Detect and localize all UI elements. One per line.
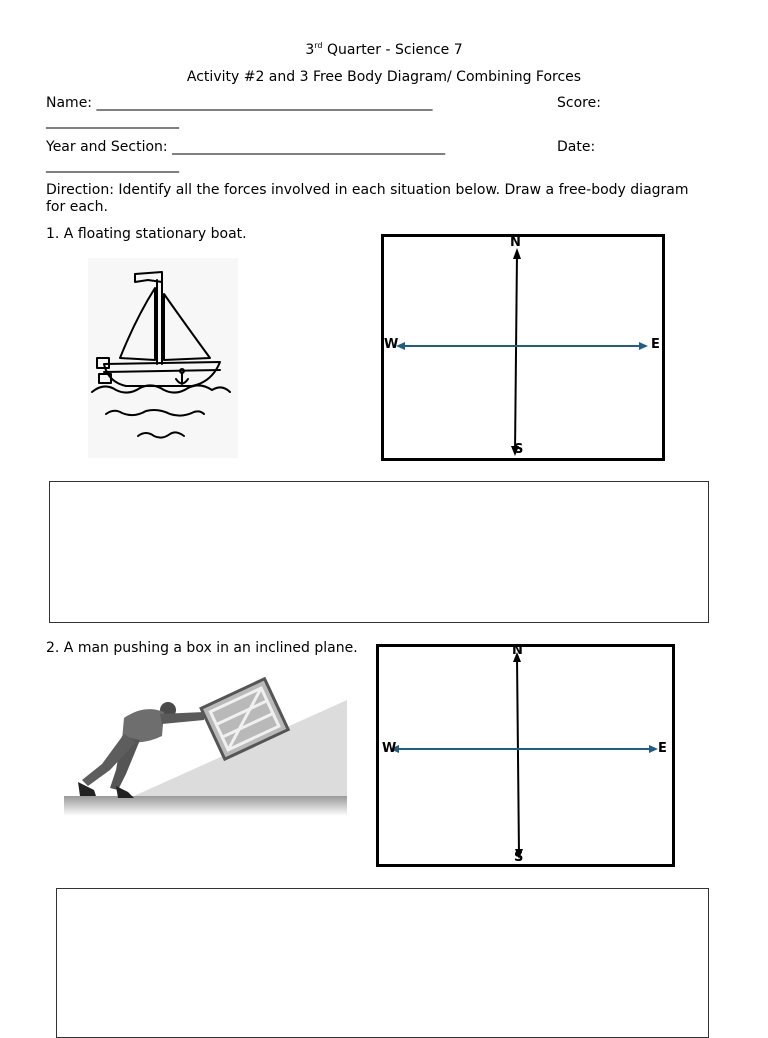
date-label: Date: [557,139,596,155]
score-blank: ___________________ [46,113,179,129]
man-pushing-box-illustration [64,670,350,820]
compass-north-2: N [512,643,523,658]
boat-illustration [88,258,238,458]
answer-box-2[interactable] [56,888,709,1038]
compass-north-1: N [510,235,521,250]
name-field: Name: ________________________________________________ [46,95,433,111]
score-label: Score: [557,95,601,111]
compass-south-2: S [514,850,524,865]
page-title: 3rd Quarter - Science 7 [305,41,463,58]
date-blank: ___________________ [46,157,179,173]
direction-line-1: Direction: Identify all the forces involved in each situation below. Draw a free-body diagram [46,182,689,198]
compass-east-1: E [651,337,660,352]
activity-title: Activity #2 and 3 Free Body Diagram/ Combining Forces [186,69,582,85]
compass-axes-2 [379,647,672,864]
compass-axes-1 [384,237,662,458]
compass-south-1: S [514,442,524,457]
item-1-prompt: 1. A floating stationary boat. [46,226,247,242]
free-body-diagram-box-2 [376,644,675,867]
year-section-field: Year and Section: _______________________________________ [46,139,446,155]
direction-line-2: for each. [46,199,108,215]
free-body-diagram-box-1 [381,234,665,461]
item-2-prompt: 2. A man pushing a box in an inclined plane. [46,640,358,656]
compass-west-1: W [384,337,399,352]
compass-east-2: E [658,741,667,756]
compass-west-2: W [382,741,397,756]
answer-box-1[interactable] [49,481,709,623]
